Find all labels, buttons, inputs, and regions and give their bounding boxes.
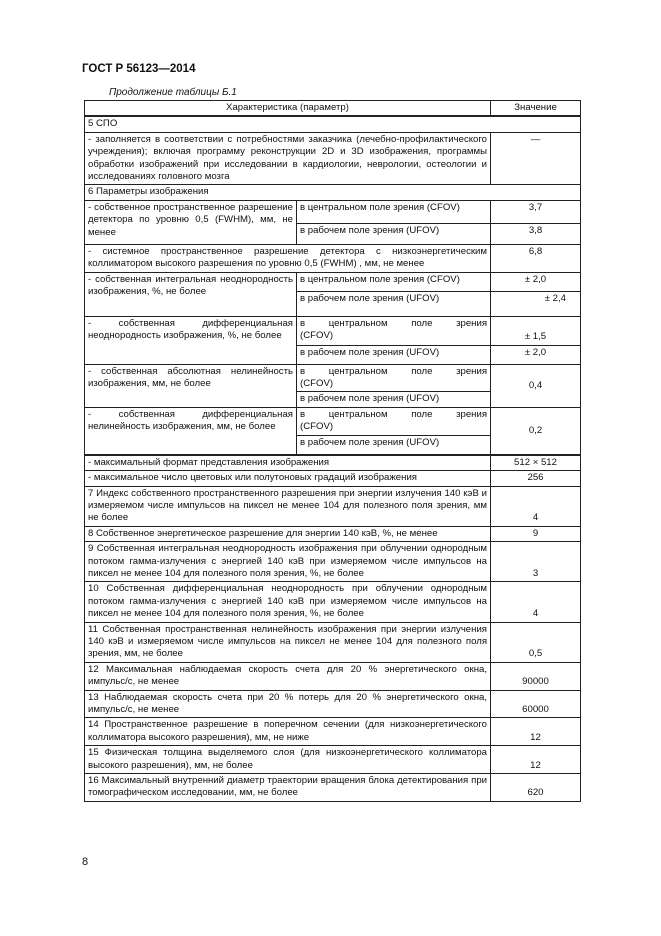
max-format-label: - максимальный формат представления изображения bbox=[85, 455, 491, 471]
absolute-nonlinearity-label: - собственная абсолютная нелинейность изображения, мм, не более bbox=[85, 364, 297, 407]
row-9-value: 3 bbox=[491, 542, 581, 582]
column-header-value: Значение bbox=[491, 101, 581, 117]
table-row bbox=[85, 746, 581, 774]
ufov-label: в рабочем поле зрения (UFOV) bbox=[297, 435, 491, 455]
row-8-value: 9 bbox=[491, 526, 581, 541]
row-12-label: 12 Максимальная наблюдаемая скорость счета для 20 % энергетического окна, импульс/с, не менее bbox=[85, 662, 491, 690]
integral-nonuniformity-cfov-value: ± 2,0 bbox=[491, 272, 581, 291]
table-row bbox=[85, 272, 581, 291]
integral-nonuniformity-label: - собственная интегральная неоднородность изображения, %, не более bbox=[85, 272, 297, 316]
document-header: ГОСТ Р 56123—2014 bbox=[82, 63, 196, 75]
cfov-label: в центральном поле зрения (CFOV) bbox=[297, 200, 491, 223]
differential-nonlinearity-value: 0,2 bbox=[491, 407, 581, 454]
table-row bbox=[85, 455, 581, 471]
cfov-label-line2: (CFOV) bbox=[300, 330, 334, 342]
table-continuation-caption: Продолжение таблицы Б.1 bbox=[109, 87, 237, 98]
cfov-label-line1: в центральном поле зрения bbox=[300, 408, 488, 420]
cfov-label-line2: (CFOV) bbox=[300, 421, 334, 433]
differential-nonuniformity-cfov-value: ± 1,5 bbox=[491, 316, 581, 345]
row-7-label: 7 Индекс собственного пространственного разрешения при энергии излучения 140 кэВ и измеряемом числе импульсов на пиксел не менее 104 для полезного поля зрения, мм не более bbox=[85, 486, 491, 526]
row-7-value: 4 bbox=[491, 486, 581, 526]
spo-description: - заполняется в соответствии с потребностями заказчика (лечебно-профилактического учреждения); включая программу реконструкции 2D и 3D изображения, программы обработки изображений при исследовании в кардиологии, неврологии, остеологии и исследованиях головного мозга bbox=[85, 132, 491, 185]
integral-nonuniformity-ufov-value: ± 2,4 bbox=[491, 291, 581, 316]
cfov-label-line2: (CFOV) bbox=[300, 378, 334, 390]
system-resolution-label: - системное пространственное разрешение детектора с низкоэнергетическим коллиматором высокого разрешения по уровню 0,5 (FWHM) , мм, не менее bbox=[85, 244, 491, 272]
row-13-value: 60000 bbox=[491, 690, 581, 718]
table-row bbox=[85, 244, 581, 272]
max-colors-label: - максимальное число цветовых или полутоновых градаций изображения bbox=[85, 471, 491, 486]
spatial-resolution-cfov-value: 3,7 bbox=[491, 200, 581, 223]
row-8-label: 8 Собственное энергетическое разрешение для энергии 140 кэВ, %, не менее bbox=[85, 526, 491, 541]
section-5-row bbox=[85, 116, 581, 132]
row-16-label: 16 Максимальный внутренний диаметр траектории вращения блока детектирования при томографическом исследовании, мм, не более bbox=[85, 774, 491, 802]
table-row bbox=[85, 774, 581, 802]
table-row bbox=[85, 486, 581, 526]
system-resolution-value: 6,8 bbox=[491, 244, 581, 272]
page-number: 8 bbox=[82, 856, 89, 868]
differential-nonuniformity-label: - собственная дифференциальная неоднородность изображения, %, не более bbox=[85, 316, 297, 364]
row-14-label: 14 Пространственное разрешение в поперечном сечении (для низкоэнергетического коллиматора высокого разрешения), мм, не ниже bbox=[85, 718, 491, 746]
cfov-label: в центральном поле зрения (CFOV) bbox=[297, 272, 491, 291]
cfov-label-line1: в центральном поле зрения bbox=[300, 365, 488, 377]
row-9-label: 9 Собственная интегральная неоднородность изображения при облучении однородным потоком гамма-излучения с энергией 140 кэВ при измеряемом числе импульсов на пиксел не менее 104 для полезного поля зрения, %, не более bbox=[85, 542, 491, 582]
section-5-title: 5 СПО bbox=[85, 116, 581, 132]
row-15-label: 15 Физическая толщина выделяемого слоя (для низкоэнергетического коллиматора высокого разрешения), мм, не более bbox=[85, 746, 491, 774]
spatial-resolution-label: - собственное пространственное разрешение детектора по уровню 0,5 (FWHM), мм, не менее bbox=[85, 200, 297, 244]
max-format-value: 512 × 512 bbox=[491, 455, 581, 471]
row-10-label: 10 Собственная дифференциальная неоднородность при облучении однородным потоком гамма-излучения с энергией 140 кэВ при измеряемом числе импульсов на пиксел не менее 104 для полезного поля зрения, %, не более bbox=[85, 582, 491, 622]
table-row bbox=[85, 622, 581, 662]
row-13-label: 13 Наблюдаемая скорость счета при 20 % потерь для 20 % энергетического окна, импульс/с, не менее bbox=[85, 690, 491, 718]
column-header-characteristic: Характеристика (параметр) bbox=[85, 101, 491, 117]
row-15-value: 12 bbox=[491, 746, 581, 774]
ufov-label: в рабочем поле зрения (UFOV) bbox=[297, 291, 491, 316]
max-colors-value: 256 bbox=[491, 471, 581, 486]
differential-nonlinearity-label: - собственная дифференциальная нелинейность изображения, мм, не более bbox=[85, 407, 297, 454]
table-row bbox=[85, 407, 581, 435]
table-row bbox=[85, 582, 581, 622]
table-row bbox=[85, 542, 581, 582]
table-row bbox=[85, 132, 581, 185]
ufov-label: в рабочем поле зрения (UFOV) bbox=[297, 345, 491, 364]
cfov-label-wrapped bbox=[297, 316, 491, 345]
absolute-nonlinearity-value: 0,4 bbox=[491, 364, 581, 407]
table-row bbox=[85, 364, 581, 392]
spo-value: — bbox=[491, 132, 581, 185]
row-11-value: 0,5 bbox=[491, 622, 581, 662]
table-row bbox=[85, 662, 581, 690]
table-row bbox=[85, 200, 581, 223]
row-10-value: 4 bbox=[491, 582, 581, 622]
characteristics-table bbox=[84, 100, 581, 802]
table-header-row bbox=[85, 101, 581, 117]
cfov-label-wrapped bbox=[297, 407, 491, 435]
section-6-row bbox=[85, 185, 581, 200]
cfov-label-line1: в центральном поле зрения bbox=[300, 317, 488, 329]
table-row bbox=[85, 471, 581, 486]
row-14-value: 12 bbox=[491, 718, 581, 746]
table-row bbox=[85, 526, 581, 541]
spatial-resolution-ufov-value: 3,8 bbox=[491, 223, 581, 244]
section-6-title: 6 Параметры изображения bbox=[85, 185, 581, 200]
row-12-value: 90000 bbox=[491, 662, 581, 690]
row-11-label: 11 Собственная пространственная нелинейность изображения при энергии излучения 140 кэВ и измеряемом числе импульсов на пиксел не менее 104 для полезного поля зрения, мм, не более bbox=[85, 622, 491, 662]
table-row bbox=[85, 690, 581, 718]
cfov-label-wrapped bbox=[297, 364, 491, 392]
differential-nonuniformity-ufov-value: ± 2,0 bbox=[491, 345, 581, 364]
ufov-label: в рабочем поле зрения (UFOV) bbox=[297, 392, 491, 407]
table-row bbox=[85, 316, 581, 345]
table-row bbox=[85, 718, 581, 746]
ufov-label: в рабочем поле зрения (UFOV) bbox=[297, 223, 491, 244]
row-16-value: 620 bbox=[491, 774, 581, 802]
